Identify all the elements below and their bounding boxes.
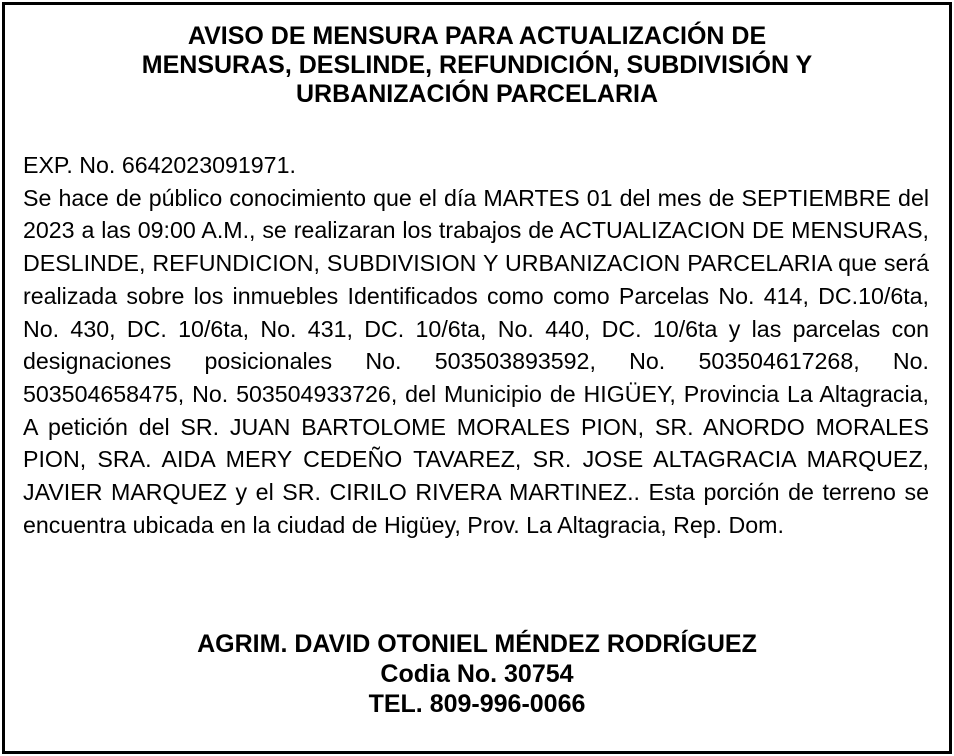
notice-body bbox=[23, 149, 929, 541]
signature-block bbox=[5, 629, 949, 719]
notice-title bbox=[5, 22, 949, 109]
title-line-3: URBANIZACIÓN PARCELARIA bbox=[295, 80, 659, 108]
title-line-1: AVISO DE MENSURA PARA ACTUALIZACIÓN DE bbox=[187, 22, 767, 50]
phone-number: TEL. 809-996-0066 bbox=[368, 690, 586, 718]
title-line-2: MENSURAS, DESLINDE, REFUNDICIÓN, SUBDIVISIÓN Y bbox=[141, 51, 813, 79]
notice-paragraph: Se hace de público conocimiento que el día MARTES 01 del mes de SEPTIEMBRE del 2023 a las 09:00 A.M., se realizaran los trabajos de ACTUALIZACION DE MENSURAS, DESLINDE, REFUNDICION, SUBDIVISION Y URBANIZACION PARCELARIA que será realizada sobre los inmuebles Identificados como como Parcelas No. 414, DC.10/6ta, No. 430, DC. 10/6ta, No. 431, DC. 10/6ta, No. 440, DC. 10/6ta y las parcelas con designaciones posicionales No. 503503893592, No. 503504617268, No. 503504658475, No. 503504933726, del Municipio de HIGÜEY, Provincia La Altagracia, A petición del SR. JUAN BARTOLOME MORALES PION, SR. ANORDO MORALES PION, SRA. AIDA MERY CEDEÑO TAVAREZ, SR. JOSE ALTAGRACIA MARQUEZ, JAVIER MARQUEZ y el SR. CIRILO RIVERA MARTINEZ.. Esta porción de terreno se encuentra ubicada en la ciudad de Higüey, Prov. La Altagracia, Rep. Dom. bbox=[23, 184, 929, 538]
expediente-number: EXP. No. 6642023091971. bbox=[23, 152, 296, 178]
notice-box bbox=[2, 2, 952, 754]
surveyor-name: AGRIM. DAVID OTONIEL MÉNDEZ RODRÍGUEZ bbox=[197, 630, 757, 658]
codia-number: Codia No. 30754 bbox=[380, 660, 574, 688]
